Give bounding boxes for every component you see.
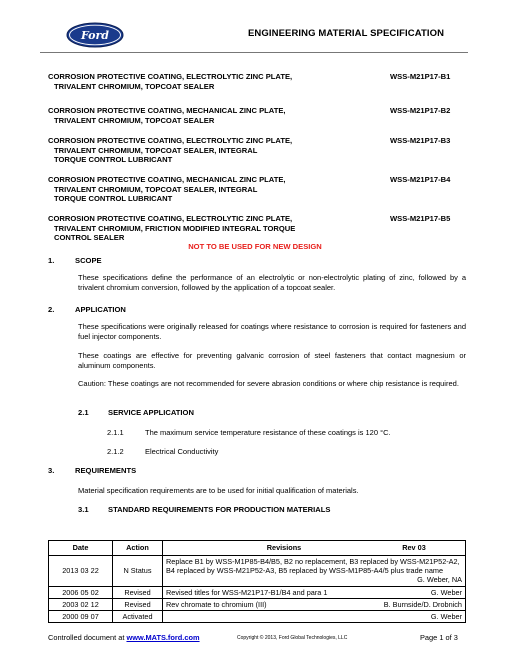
spec-line: TORQUE CONTROL LUBRICANT xyxy=(54,155,173,165)
row-action: Activated xyxy=(113,611,163,623)
section-title: REQUIREMENTS xyxy=(75,466,137,475)
section-2-1-2 xyxy=(107,447,218,456)
caution-paragraph: Caution: These coatings are not recommended for severe abrasion conditions or where chip resistance is required. xyxy=(78,379,459,388)
section-number: 3.1 xyxy=(78,505,89,514)
spec-block-b4 xyxy=(48,175,468,204)
spec-line: CORROSION PROTECTIVE COATING, MECHANICAL ZINC PLATE, xyxy=(48,106,286,115)
footer-prefix: Controlled document at xyxy=(48,633,127,642)
application-paragraph-2: These coatings are effective for preventing galvanic corrosion of steel fasteners that contact magnesium or aluminum components. xyxy=(78,351,466,370)
spec-line: CORROSION PROTECTIVE COATING, ELECTROLYTIC ZINC PLATE, xyxy=(48,214,293,223)
row-action: N Status xyxy=(113,556,163,587)
spec-line: TRIVALENT CHROMIUM, FRICTION MODIFIED INTEGRAL TORQUE xyxy=(54,223,296,233)
document-title: ENGINEERING MATERIAL SPECIFICATION xyxy=(248,28,445,39)
section-number: 3. xyxy=(48,466,55,475)
section-text: The maximum service temperature resistance of these coatings is 120 °C. xyxy=(145,428,391,437)
table-row xyxy=(49,598,466,610)
section-text: Electrical Conductivity xyxy=(145,447,219,456)
section-title: STANDARD REQUIREMENTS FOR PRODUCTION MATERIALS xyxy=(108,505,331,514)
row-action: Revised xyxy=(113,598,163,610)
section-number: 2.1.2 xyxy=(107,447,124,456)
spec-line: CORROSION PROTECTIVE COATING, MECHANICAL ZINC PLATE, xyxy=(48,175,286,184)
spec-line: TRIVALENT CHROMIUM, TOPCOAT SEALER xyxy=(54,81,215,91)
spec-line: CORROSION PROTECTIVE COATING, ELECTROLYTIC ZINC PLATE, xyxy=(48,72,293,81)
table-row xyxy=(49,556,466,587)
header-revisions xyxy=(163,541,466,556)
spec-code: WSS-M21P17-B4 xyxy=(390,175,451,184)
header-revisions-label: Revisions xyxy=(266,543,302,553)
application-paragraph-1: These specifications were originally released for coatings where resistance to corrosion is required for fasteners and fuel injector components. xyxy=(78,322,466,341)
spec-block-b5 xyxy=(48,214,468,243)
spec-line: TRIVALENT CHROMIUM, TOPCOAT SEALER, INTEGRAL xyxy=(54,184,258,194)
section-2-heading xyxy=(48,305,126,314)
spec-code: WSS-M21P17-B1 xyxy=(390,72,451,81)
ford-logo xyxy=(66,22,124,48)
spec-line: TORQUE CONTROL LUBRICANT xyxy=(54,194,173,204)
section-title: SCOPE xyxy=(75,256,102,265)
section-3-heading xyxy=(48,466,136,475)
spec-block-b1 xyxy=(48,72,468,91)
section-number: 2.1.1 xyxy=(107,428,124,437)
section-2-1-1 xyxy=(107,428,391,437)
section-number: 1. xyxy=(48,256,55,265)
row-date: 2006 05 02 xyxy=(49,586,113,598)
not-for-new-design-warning: NOT TO BE USED FOR NEW DESIGN xyxy=(188,242,322,251)
requirements-paragraph: Material specification requirements are to be used for initial qualification of materials. xyxy=(78,486,359,495)
spec-line: TRIVALENT CHROMIUM, TOPCOAT SEALER xyxy=(54,115,215,125)
spec-block-b2 xyxy=(48,106,468,125)
row-author: G. Weber xyxy=(430,587,462,597)
row-date: 2003 02 12 xyxy=(49,598,113,610)
section-title: APPLICATION xyxy=(75,305,126,314)
row-revision-text: Revised titles for WSS-M21P17-B1/B4 and para 1 xyxy=(166,587,328,597)
spec-code: WSS-M21P17-B3 xyxy=(390,136,451,145)
row-revision xyxy=(163,586,466,598)
row-action: Revised xyxy=(113,586,163,598)
row-author: G. Weber xyxy=(430,612,462,622)
section-2-1-heading xyxy=(78,408,194,417)
spec-code: WSS-M21P17-B2 xyxy=(390,106,451,115)
footer-controlled-document xyxy=(48,633,200,642)
row-revision-text: Replace B1 by WSS-M1P85-B4/B5, B2 no replacement, B3 replaced by WSS-M21P52-A2, B4 replaced by WSS-M21P52-A3, B5 replaced by WSS-M1P85-A4/5 plus trade name xyxy=(166,557,460,576)
row-revision xyxy=(163,556,466,587)
scope-paragraph: These specifications define the performance of an electrolytic or non-electrolytic plating of zinc, followed by a trivalent chromium conversion, followed by the application of a topcoat sealer. xyxy=(78,273,466,292)
revision-table xyxy=(48,540,466,623)
row-author: B. Burnside/D. Drobnich xyxy=(383,599,462,609)
header-action: Action xyxy=(113,541,163,556)
footer-page-number: Page 1 of 3 xyxy=(420,633,458,642)
revision-header-row xyxy=(49,541,466,556)
table-row xyxy=(49,586,466,598)
row-author: G. Weber, NA xyxy=(417,575,462,585)
spec-code: WSS-M21P17-B5 xyxy=(390,214,451,223)
row-revision-text: Rev chromate to chromium (III) xyxy=(166,599,267,609)
section-number: 2. xyxy=(48,305,55,314)
row-date: 2013 03 22 xyxy=(49,556,113,587)
section-1-heading xyxy=(48,256,102,265)
spec-line: TRIVALENT CHROMIUM, TOPCOAT SEALER, INTEGRAL xyxy=(54,145,258,155)
section-3-1-heading xyxy=(78,505,330,514)
section-title: SERVICE APPLICATION xyxy=(108,408,194,417)
footer-copyright: Copyright © 2013, Ford Global Technologies, LLC xyxy=(237,635,348,641)
table-row xyxy=(49,611,466,623)
header-divider xyxy=(40,52,468,53)
row-date: 2000 09 07 xyxy=(49,611,113,623)
row-revision xyxy=(163,598,466,610)
header-date: Date xyxy=(49,541,113,556)
spec-block-b3 xyxy=(48,136,468,165)
spec-line: CONTROL SEALER xyxy=(54,233,125,243)
mats-link[interactable]: www.MATS.ford.com xyxy=(126,633,200,642)
section-number: 2.1 xyxy=(78,408,89,417)
ford-logo-text: Ford xyxy=(80,29,110,42)
header-rev-number: Rev 03 xyxy=(402,543,426,553)
row-revision xyxy=(163,611,466,623)
spec-line: CORROSION PROTECTIVE COATING, ELECTROLYTIC ZINC PLATE, xyxy=(48,136,293,145)
